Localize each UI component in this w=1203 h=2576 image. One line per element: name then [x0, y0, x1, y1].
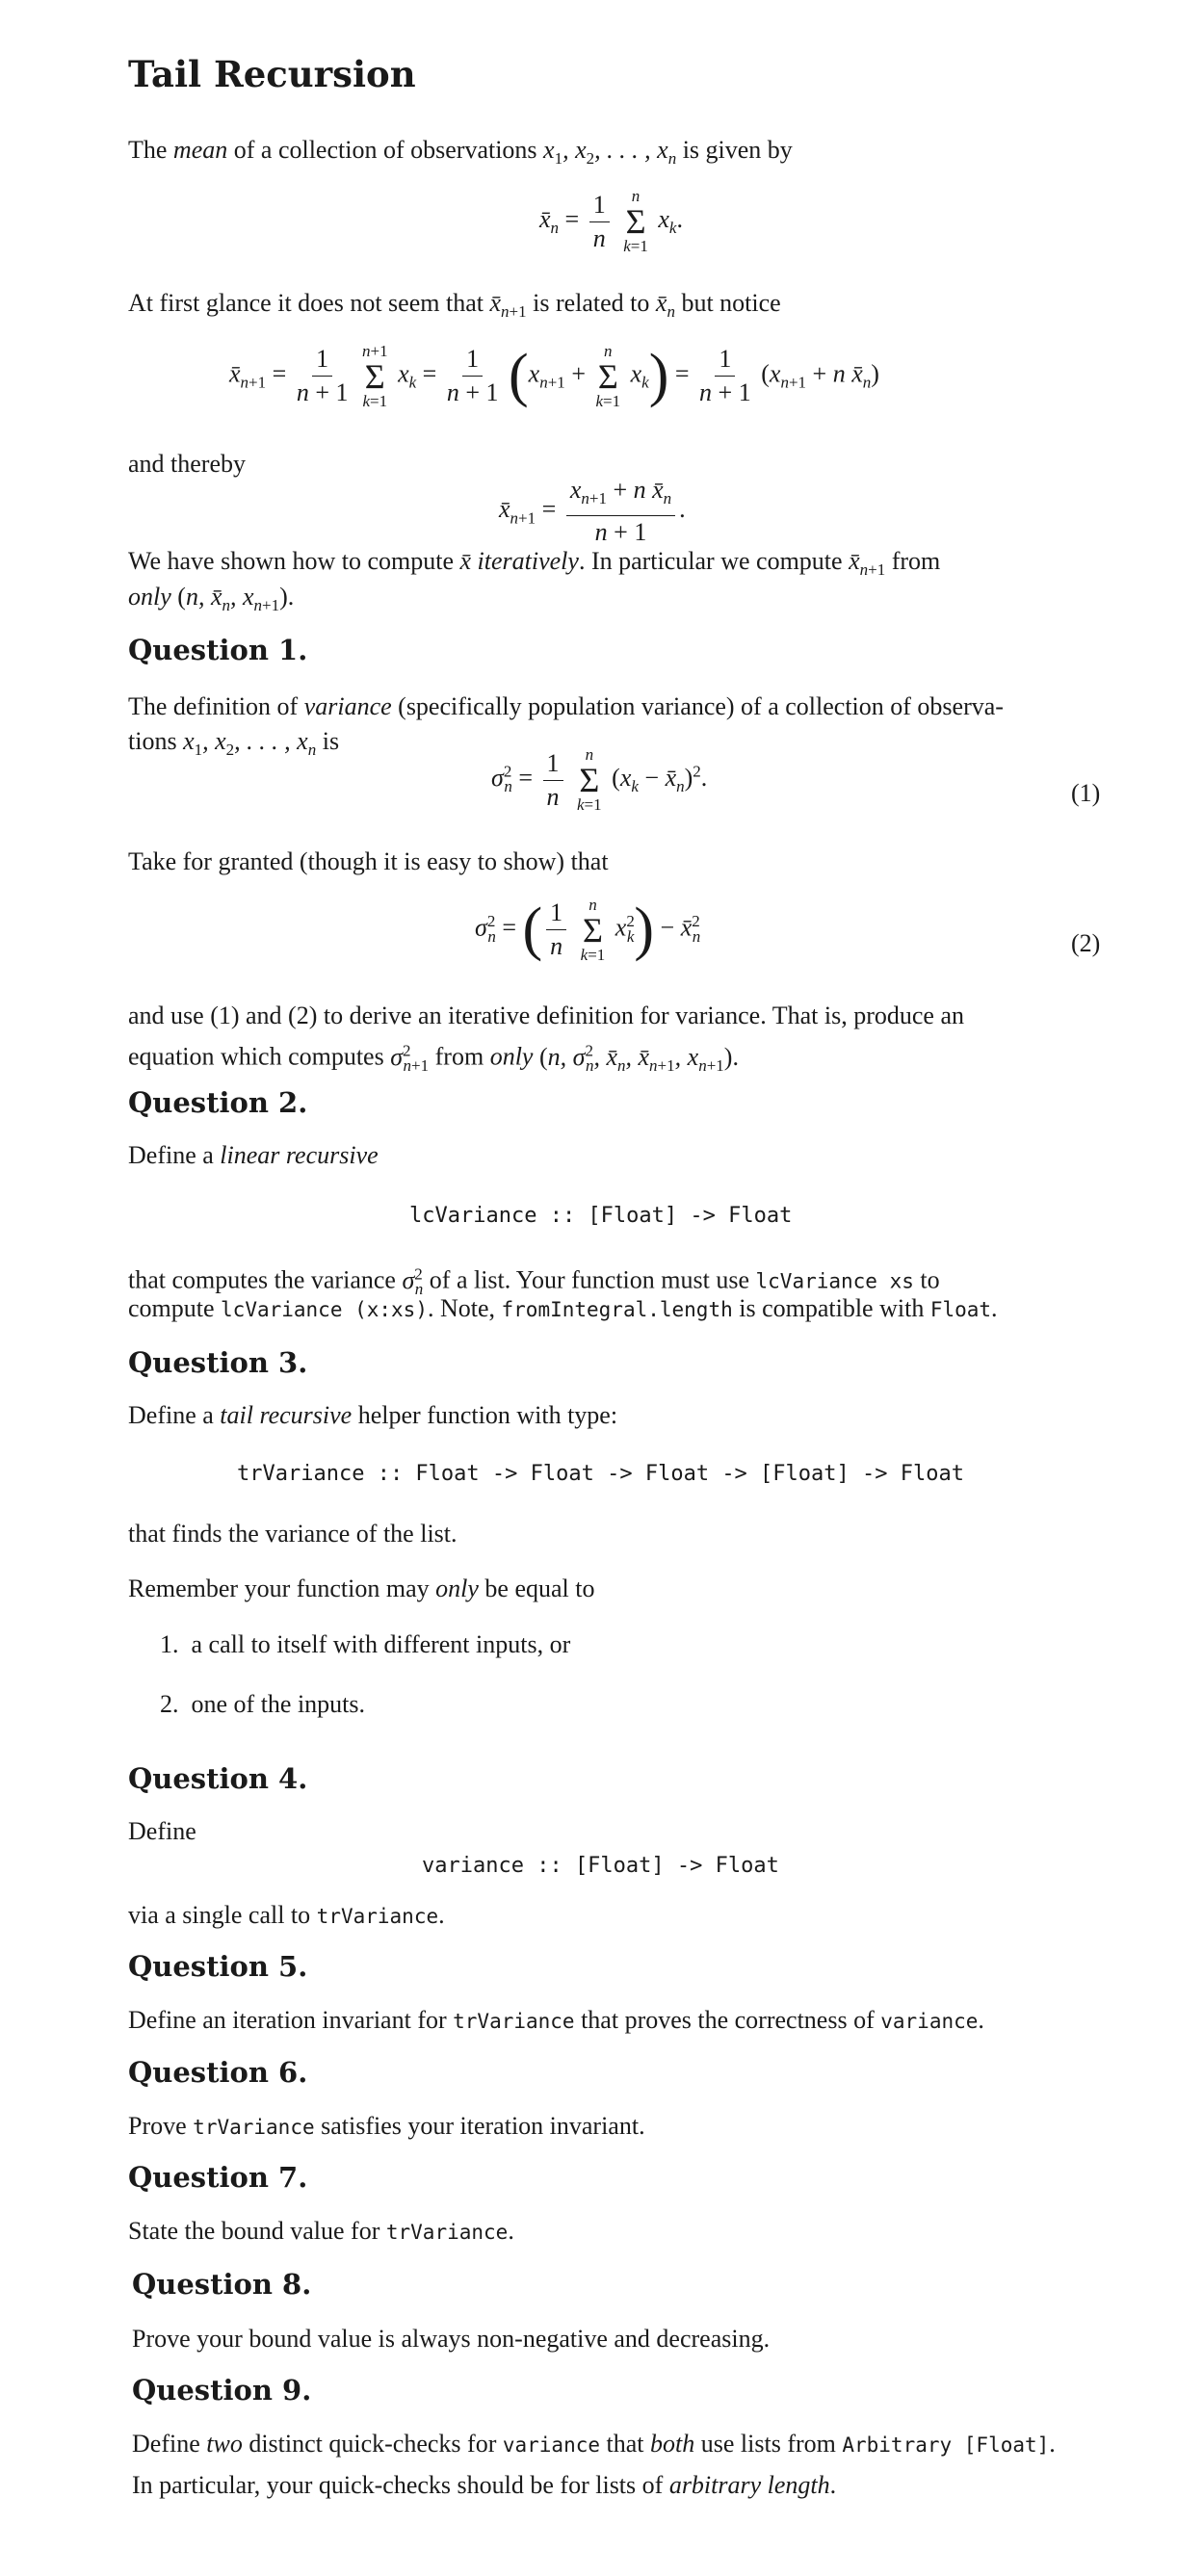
question-2-code: lcVariance :: [Float] -> Float — [409, 1204, 793, 1228]
intro-paragraph-4: We have shown how to compute x̄ iteratively. In particular we compute $x̄_{n+1}$ from — [128, 547, 941, 580]
question-7-heading: Question 7. — [128, 2161, 308, 2194]
equation-1-number: (1) — [1071, 779, 1101, 807]
question-3-code: trVariance :: Float -> Float -> Float -> [Float] -> Float — [237, 1462, 964, 1486]
question-1-paragraph-1: The definition of variance (specifically population variance) of a collection of observa- — [128, 692, 1004, 720]
intro-paragraph-2: At first glance it does not seem that $x̄_{n+1}$ is related to $x̄_n$ but notice — [128, 289, 781, 322]
intro-paragraph-3: and thereby — [128, 450, 247, 478]
question-8-heading: Question 8. — [132, 2268, 312, 2301]
equation-mean: $x̄_n$ = $\frac{1}{n}$ n Σ k=1 $x_k$. — [539, 187, 683, 255]
equation-2-number: (2) — [1071, 929, 1101, 957]
question-1-paragraph-1-cont: tions $x_1$, $x_2$, . . . , $x_n$ is — [128, 727, 340, 760]
question-1-paragraph-3: and use (1) and (2) to derive an iterative definition for variance. That is, produce an — [128, 1002, 965, 1029]
page-title: Tail Recursion — [128, 53, 416, 95]
equation-variance: $\sigma^2_n$ = $\frac{1}{n}$ n Σ k=1 ($x_k$ − $x̄_n)^2$. — [491, 745, 708, 814]
question-8-paragraph: Prove your bound value is always non-negative and decreasing. — [132, 2325, 771, 2353]
question-9-paragraph-1: Define two distinct quick-checks for variance that both use lists from Arbitrary [Float]. — [132, 2430, 1056, 2458]
question-9-paragraph-2: In particular, your quick-checks should be for lists of arbitrary length. — [132, 2471, 837, 2499]
intro-paragraph-4-cont: only (n, $x̄_n$, $x_{n+1}$). — [128, 583, 295, 615]
question-4-paragraph-1: Define — [128, 1817, 196, 1845]
intro-paragraph-1: The mean of a collection of observations $x_1$, $x_2$, . . . , $x_n$ is given by — [128, 136, 793, 169]
question-5-heading: Question 5. — [128, 1950, 308, 1983]
question-3-paragraph-2: that finds the variance of the list. — [128, 1520, 458, 1548]
question-1-heading: Question 1. — [128, 634, 308, 666]
question-3-heading: Question 3. — [128, 1346, 308, 1379]
question-9-heading: Question 9. — [132, 2374, 312, 2407]
equation-iterative-mean: $x̄_{n+1}$ = $\frac{x_{n+1} + n x̄_n}{n + 1}$ . — [499, 476, 686, 547]
question-2-paragraph-3: compute lcVariance (x:xs). Note, fromIntegral.length is compatible with Float. — [128, 1294, 998, 1322]
question-4-paragraph-2: via a single call to trVariance. — [128, 1901, 445, 1929]
question-4-code: variance :: [Float] -> Float — [422, 1854, 779, 1878]
question-2-paragraph-1: Define a linear recursive — [128, 1141, 379, 1169]
question-1-paragraph-3-cont: equation which computes $\sigma^2_{n+1}$ from only (n, $\sigma^2_n$, $x̄_n$, $x̄_{n+1}$, $x_{n+1}$). — [128, 1041, 739, 1075]
question-3-paragraph-1: Define a tail recursive helper function with type: — [128, 1401, 618, 1429]
list-item: 1. a call to itself with different inputs, or — [160, 1630, 571, 1658]
question-4-heading: Question 4. — [128, 1762, 308, 1795]
question-7-paragraph: State the bound value for trVariance. — [128, 2217, 514, 2245]
question-3-paragraph-3: Remember your function may only be equal to — [128, 1574, 595, 1602]
question-1-paragraph-2: Take for granted (though it is easy to show) that — [128, 847, 609, 875]
question-2-paragraph-2: that computes the variance $\sigma^2_n$ of a list. Your function must use lcVariance xs to — [128, 1264, 940, 1298]
equation-variance-alt: $\sigma^2_n$ = ( $\frac{1}{n}$ n Σ k=1 $x^2_k$) − x̄$^2_n$ — [475, 895, 701, 964]
list-item: 2. one of the inputs. — [160, 1690, 366, 1718]
question-2-heading: Question 2. — [128, 1086, 308, 1119]
question-6-paragraph: Prove trVariance satisfies your iteration invariant. — [128, 2112, 645, 2140]
question-6-heading: Question 6. — [128, 2056, 308, 2089]
equation-mean-expansion: $x̄_{n+1}$ = $\frac{1}{n + 1}$ n+1 Σ k=1 $x_k$ = $\frac{1}{n + 1}$ ($x_{n+1}$ + n Σ k=1 $x_k$) = $\frac{1}{n + 1}$ ($x_{n+1} + n$ $x̄_n$) — [229, 341, 879, 410]
question-5-paragraph: Define an iteration invariant for trVariance that proves the correctness of variance. — [128, 2006, 984, 2034]
